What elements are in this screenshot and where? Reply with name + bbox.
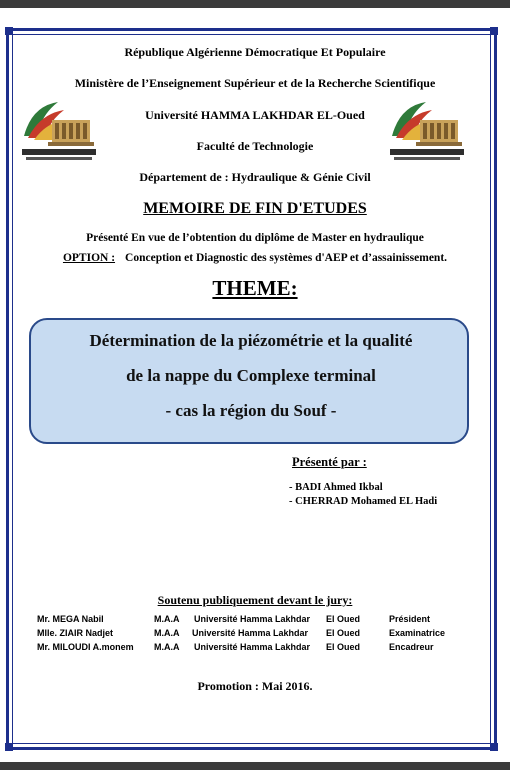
- option-label: OPTION :: [62, 252, 116, 264]
- corner-ornament: [490, 743, 498, 751]
- department-line: Département de : Hydraulique & Génie Civil: [139, 170, 371, 184]
- corner-ornament: [5, 743, 13, 751]
- promotion-line: Promotion : Mai 2016.: [197, 679, 313, 693]
- jury-university: Université Hamma Lakhdar: [194, 642, 311, 652]
- theme-line-2: de la nappe du Complexe terminal: [126, 366, 376, 385]
- jury-role: Président: [389, 614, 431, 624]
- option-value: Conception et Diagnostic des systèmes d'AEP et d’assainissement.: [125, 252, 448, 264]
- university-logo-icon: [386, 100, 468, 162]
- presented-for-line: Présenté En vue de l’obtention du diplôme de Master en hydraulique: [86, 232, 424, 244]
- bottom-bar: [0, 762, 510, 770]
- jury-grade: M.A.A: [154, 614, 180, 624]
- jury-city: El Oued: [326, 614, 361, 624]
- theme-box: [29, 318, 469, 444]
- memoire-title: MEMOIRE DE FIN D'ETUDES: [143, 200, 367, 217]
- university-line: Université HAMMA LAKHDAR EL-Oued: [145, 108, 365, 122]
- jury-role: Encadreur: [389, 642, 434, 652]
- presented-by-label: Présenté par :: [292, 455, 367, 469]
- option-line: [0, 252, 510, 264]
- theme-line-1: Détermination de la piézométrie et la qualité: [89, 331, 413, 350]
- corner-ornament: [490, 27, 498, 35]
- jury-title: Soutenu publiquement devant le jury:: [157, 593, 353, 607]
- jury-city: El Oued: [326, 642, 361, 652]
- jury-university: Université Hamma Lakhdar: [194, 614, 311, 624]
- jury-grade: M.A.A: [154, 628, 180, 638]
- ministry-line: Ministère de l’Enseignement Supérieur et de la Recherche Scientifique: [74, 76, 436, 90]
- jury-grade: M.A.A: [154, 642, 180, 652]
- theme-heading: THEME:: [212, 276, 298, 300]
- author-1: - BADI Ahmed Ikbal: [289, 482, 383, 493]
- author-2: - CHERRAD Mohamed EL Hadi: [289, 496, 438, 507]
- theme-line-3: - cas la région du Souf -: [165, 401, 337, 420]
- jury-name: Mr. MEGA Nabil: [37, 614, 104, 624]
- republic-line: République Algérienne Démocratique Et Populaire: [124, 45, 386, 59]
- top-bar: [0, 0, 510, 8]
- jury-name: Mr. MILOUDI A.monem: [37, 642, 134, 652]
- jury-city: El Oued: [326, 628, 361, 638]
- jury-row: [0, 628, 510, 641]
- corner-ornament: [5, 27, 13, 35]
- jury-name: Mlle. ZIAIR Nadjet: [37, 628, 114, 638]
- university-logo-icon: [18, 100, 100, 162]
- jury-row: [0, 614, 510, 627]
- faculty-line: Faculté de Technologie: [196, 139, 314, 153]
- jury-role: Examinatrice: [389, 628, 446, 638]
- jury-row: [0, 642, 510, 655]
- jury-university: Université Hamma Lakhdar: [192, 628, 309, 638]
